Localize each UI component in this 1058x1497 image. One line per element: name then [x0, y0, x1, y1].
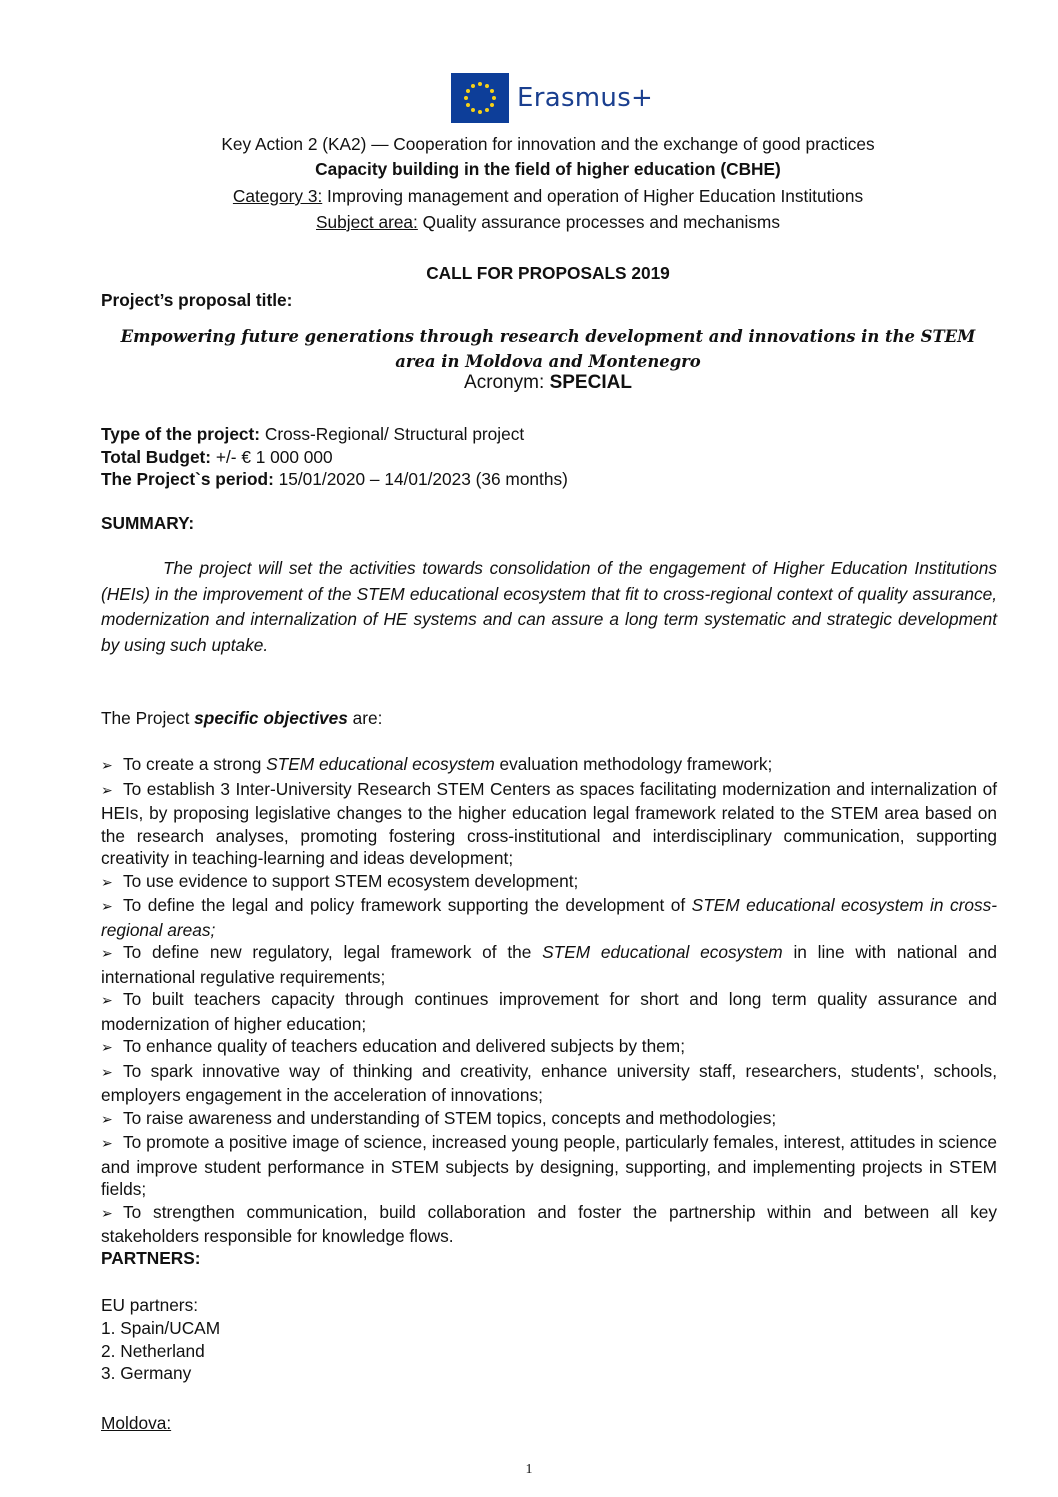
list-item [101, 870, 997, 895]
page-number: 1 [525, 1462, 533, 1477]
objective-text: To enhance quality of teachers education and delivered subjects by them; [123, 1036, 685, 1056]
list-item [101, 1201, 997, 1248]
arrow-bullet-icon: ➢ [101, 874, 113, 891]
project-type-line [101, 423, 997, 446]
list-item: 3. Germany [101, 1363, 192, 1383]
summary-text: The project will set the activities towards consolidation of the engagement of Higher Education Institutions (HEIs) in the improvement of the STEM educational ecosystem that fit to cross-regional context of quality assurance, modernization and internalization of HE systems and can assure a long term systematic and strategic development by using such uptake. [101, 558, 997, 655]
list-item [101, 1035, 997, 1060]
list-item: 2. Netherland [101, 1340, 205, 1361]
objective-text: To promote a positive image of science, increased young people, particularly females, interest, attitudes in science and improve student performance in STEM subjects by designing, supporting, and implementing projects in STEM fields; [101, 1132, 997, 1199]
erasmus-plus-logo [451, 72, 659, 124]
objective-text: To define the legal and policy framework supporting the development of [123, 895, 692, 915]
objective-text: To define new regulatory, legal framework of the [123, 942, 543, 962]
category-line [100, 185, 996, 208]
objectives-intro-post: are: [347, 708, 383, 728]
list-item [101, 894, 997, 941]
project-meta [101, 423, 997, 491]
arrow-bullet-icon: ➢ [101, 1040, 113, 1056]
proposal-title: Empowering future generations through research development and innovations in the STEM area in Moldova and Montenegro [120, 327, 976, 371]
arrow-bullet-icon: ➢ [101, 946, 113, 962]
list-item [101, 778, 997, 870]
objective-text: To use evidence to support STEM ecosystem development; [123, 870, 579, 891]
category-label: Category 3: [232, 186, 323, 206]
subject-label: Subject area: [316, 212, 418, 232]
acronym-label: Acronym: [464, 372, 550, 393]
acronym-value: SPECIAL [549, 372, 632, 393]
list-item [101, 988, 997, 1035]
moldova-label: Moldova: [101, 1413, 172, 1433]
budget-line [101, 446, 997, 469]
list-item [101, 1107, 997, 1132]
list-item [101, 1060, 997, 1107]
list-item: 1. Spain/UCAM [101, 1318, 221, 1338]
objective-text: To establish 3 Inter-University Research STEM Centers as spaces facilitating modernization and internalization of HEIs, by proposing legislative changes to the higher education legal framework related to the STEM area based on the research analyses, promoting fostering cross-institutional and interdisciplinary communication, supporting creativity in teaching-learning and ideas development; [101, 778, 997, 868]
call-heading: CALL FOR PROPOSALS 2019 [426, 263, 670, 283]
objective-text: To spark innovative way of thinking and creativity, enhance university staff, researchers, students', schools, employers engagement in the acceleration of innovations; [101, 1060, 997, 1105]
objective-emphasis: STEM educational ecosystem in cross-regional areas; [101, 895, 997, 940]
objective-emphasis: STEM educational ecosystem [266, 754, 495, 774]
period-value: 15/01/2020 – 14/01/2023 (36 months) [273, 469, 568, 489]
period-line [101, 468, 997, 491]
acronym-line [100, 372, 996, 395]
list-item [101, 753, 997, 778]
project-type-label: Type of the project: [101, 424, 261, 444]
budget-value: +/- € 1 000 000 [211, 446, 333, 467]
arrow-bullet-icon: ➢ [101, 993, 113, 1009]
subject-text: Quality assurance processes and mechanisms [417, 212, 780, 232]
objective-text: in line with national and international regulative requirements; [101, 942, 997, 987]
eu-partners-list [101, 1317, 220, 1385]
eu-flag-icon [451, 73, 509, 123]
arrow-bullet-icon: ➢ [101, 758, 113, 774]
summary-heading: SUMMARY: [101, 513, 195, 533]
objectives-intro-pre: The Project [101, 708, 195, 728]
project-type-value: Cross-Regional/ Structural project [260, 424, 525, 444]
arrow-bullet-icon: ➢ [101, 1205, 113, 1222]
arrow-bullet-icon: ➢ [101, 1111, 113, 1128]
period-label: The Project`s period: [101, 469, 274, 489]
proposal-title-label: Project’s proposal title: [101, 290, 293, 310]
objectives-intro [101, 707, 382, 730]
objective-text: To strengthen communication, build collaboration and foster the partnership within and between all key stakeholders responsible for knowledge flows. [101, 1201, 997, 1246]
arrow-bullet-icon: ➢ [101, 1136, 113, 1152]
category-text: Improving management and operation of Higher Education Institutions [322, 186, 864, 206]
objective-emphasis: STEM educational ecosystem [542, 942, 783, 962]
subject-area-line [100, 211, 996, 234]
capacity-building-line: Capacity building in the field of higher education (CBHE) [315, 159, 781, 179]
key-action-line: Key Action 2 (KA2) — Cooperation for innovation and the exchange of good practices [221, 134, 875, 154]
erasmus-wordmark: Erasmus+ [517, 82, 654, 113]
arrow-bullet-icon: ➢ [101, 899, 113, 915]
eu-partners-label: EU partners: [101, 1295, 199, 1315]
list-item [101, 1131, 997, 1201]
partners-heading: PARTNERS: [101, 1248, 201, 1268]
objective-text: To raise awareness and understanding of STEM topics, concepts and methodologies; [123, 1107, 777, 1128]
objectives-list [101, 753, 997, 1248]
list-item [101, 941, 997, 988]
objective-text: To built teachers capacity through continues improvement for short and long term quality assurance and modernization of higher education; [101, 989, 997, 1034]
arrow-bullet-icon: ➢ [101, 782, 113, 799]
budget-label: Total Budget: [101, 446, 212, 467]
objective-text: To create a strong [123, 754, 267, 774]
objective-text: evaluation methodology framework; [494, 754, 773, 774]
arrow-bullet-icon: ➢ [101, 1064, 113, 1081]
objectives-intro-bold: specific objectives [194, 708, 348, 728]
